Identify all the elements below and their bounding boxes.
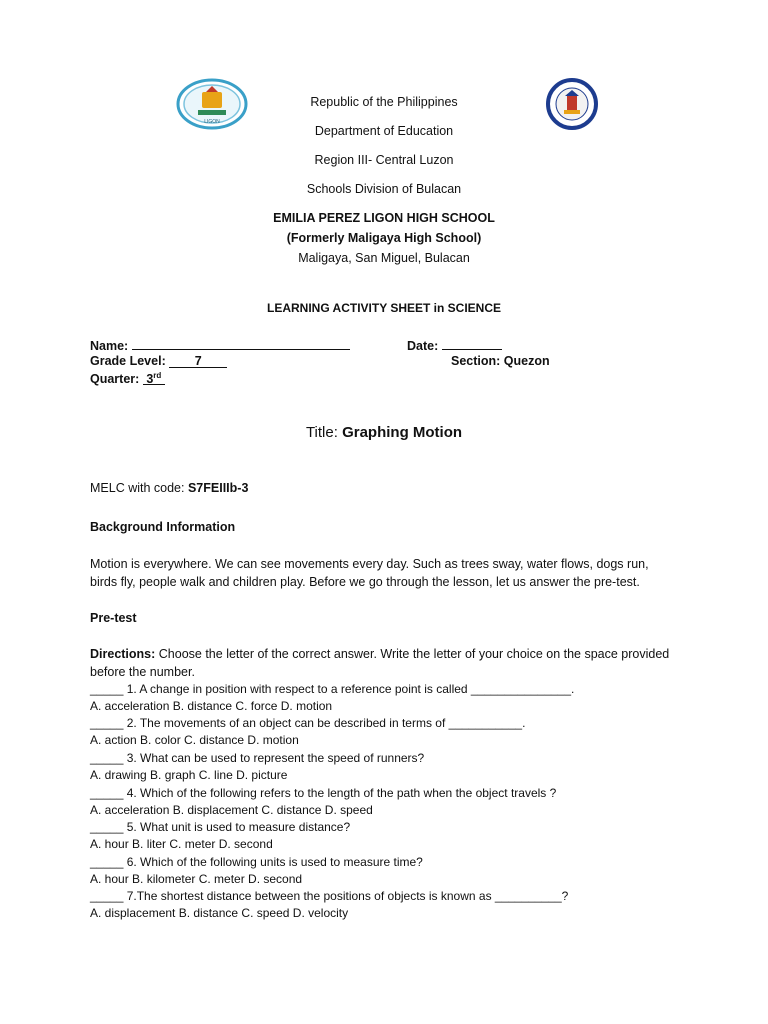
header-republic: Republic of the Philippines <box>310 95 458 109</box>
name-blank[interactable] <box>132 336 350 350</box>
background-text: Motion is everywhere. We can see movements every day. Such as trees sway, water flows, dogs run, birds fly, people walk and children play. Before we go through the lesson, let us answer the pre-test. <box>90 557 649 589</box>
section-label: Section: <box>451 354 501 368</box>
choices-3: A. drawing B. graph C. line D. picture <box>90 768 288 782</box>
question-6: _____ 6. Which of the following units is used to measure time? <box>90 855 423 869</box>
sheet-title: LEARNING ACTIVITY SHEET in SCIENCE <box>266 301 502 315</box>
melc-label: MELC with code: <box>90 481 185 495</box>
melc-line <box>90 481 248 495</box>
lesson-title <box>0 424 768 441</box>
directions-text: Choose the letter of the correct answer. Write the letter of your choice on the space provided before the number. <box>90 647 670 679</box>
pretest-heading: Pre-test <box>90 611 137 625</box>
grade-value[interactable]: 7 <box>169 354 227 368</box>
date-blank[interactable] <box>442 336 502 350</box>
grade-label: Grade Level: <box>90 354 166 368</box>
header-region: Region III- Central Luzon <box>314 153 454 167</box>
question-3: _____ 3. What can be used to represent the speed of runners? <box>90 751 425 765</box>
question-5: _____ 5. What unit is used to measure distance? <box>90 820 351 834</box>
question-4: _____ 4. Which of the following refers to the length of the path when the object travels ? <box>90 786 557 800</box>
date-label: Date: <box>407 339 439 353</box>
school-former-name: (Formerly Maligaya High School) <box>286 231 482 245</box>
name-field <box>90 336 350 353</box>
lesson-title-value: Graphing Motion <box>342 424 463 441</box>
choices-4: A. acceleration B. displacement C. distance D. speed <box>90 803 373 817</box>
header-division: Schools Division of Bulacan <box>306 182 462 196</box>
section-field <box>451 354 550 368</box>
lesson-title-label: Title: <box>305 424 338 441</box>
choices-1: A. acceleration B. distance C. force D. motion <box>90 699 333 713</box>
question-7: _____ 7.The shortest distance between the positions of objects is known as __________? <box>90 889 569 903</box>
quarter-value[interactable]: 3rd <box>143 371 165 385</box>
svg-text:LIGON: LIGON <box>204 119 220 125</box>
school-name: EMILIA PEREZ LIGON HIGH SCHOOL <box>273 211 495 225</box>
quarter-field <box>90 371 165 386</box>
choices-2: A. action B. color C. distance D. motion <box>90 733 299 747</box>
question-1: _____ 1. A change in position with respect to a reference point is called _______________. <box>90 682 575 696</box>
grade-field <box>90 354 227 368</box>
header-department: Department of Education <box>314 124 454 138</box>
date-field <box>407 336 502 353</box>
choices-7: A. displacement B. distance C. speed D. velocity <box>90 906 349 920</box>
choices-6: A. hour B. kilometer C. meter D. second <box>90 872 303 886</box>
choices-5: A. hour B. liter C. meter D. second <box>90 837 273 851</box>
melc-code: S7FEIIIb-3 <box>187 481 249 495</box>
school-address: Maligaya, San Miguel, Bulacan <box>298 251 470 265</box>
directions-label: Directions: <box>90 647 156 661</box>
directions <box>90 645 670 681</box>
section-value: Quezon <box>503 354 550 368</box>
background-heading: Background Information <box>90 520 236 534</box>
name-label: Name: <box>90 339 129 353</box>
question-2: _____ 2. The movements of an object can be described in terms of ___________. <box>90 716 526 730</box>
quarter-label: Quarter: <box>90 372 140 387</box>
